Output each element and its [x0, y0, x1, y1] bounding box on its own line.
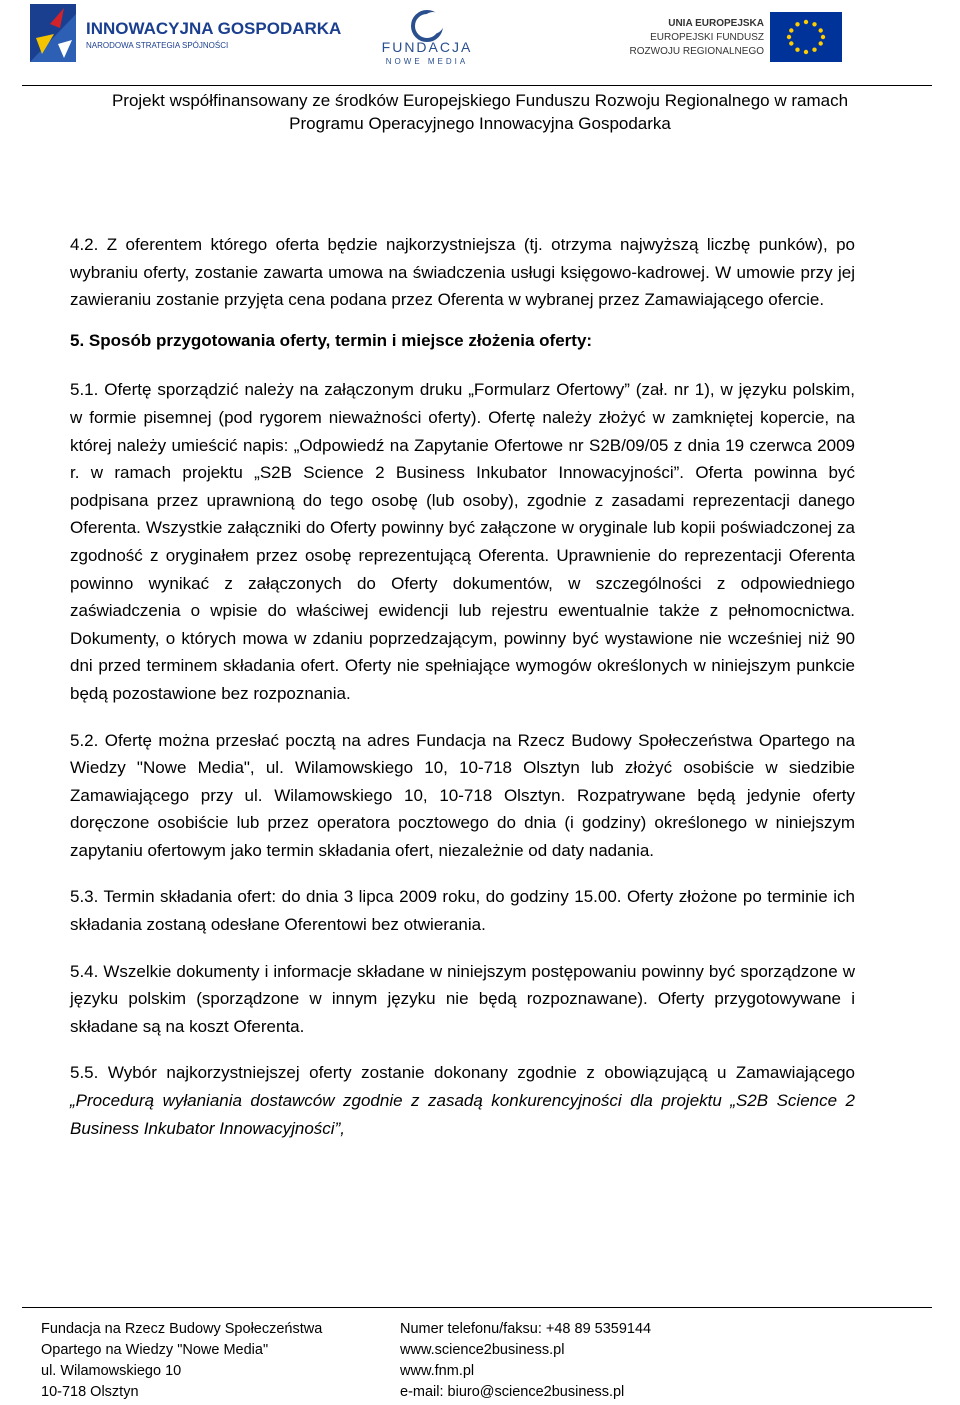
- paragraph-5-2: 5.2. Ofertę można przesłać pocztą na adres Fundacja na Rzecz Budowy Społeczeństwa Opartego na Wiedzy "Nowe Media", ul. Wilamowskiego 10, 10-718 Olsztyn lub złożyć osobiście w siedzibie Zamawiającego przy ul. Wilamowskiego 10, 10-718 Olsztyn. Rozpatrywane będą jedynie oferty doręczone osobiście lub przez operatora pocztowego do dnia (i godziny) określonego w niniejszym zapytaniu ofertowym jako termin składania ofert, niezależnie od daty nadania.: [70, 730, 855, 860]
- document-body: [70, 231, 855, 1142]
- fnm-logo-title: FUNDACJA: [381, 39, 473, 55]
- footer-address-line: 10-718 Olsztyn: [41, 1384, 139, 1400]
- section-5-heading: 5. Sposób przygotowania oferty, termin i miejsce złożenia oferty:: [70, 330, 593, 350]
- footer-address: [41, 1319, 322, 1403]
- fnm-logo-subtitle: NOWE MEDIA: [385, 57, 469, 66]
- paragraph-5-5-text: 5.5. Wybór najkorzystniejszej oferty zostanie dokonany zgodnie z obowiązującą u Zamawiającego: [70, 1063, 855, 1083]
- paragraph-5-5-procedure-title: „Procedurą wyłaniania dostawców zgodnie z zasadą konkurencyjności dla projektu „S2B Science 2 Business Inkubator Innowacyjności”,: [70, 1091, 855, 1138]
- ig-logo-subtitle: NARODOWA STRATEGIA SPÓJNOŚCI: [86, 41, 229, 50]
- header-divider: [22, 85, 932, 86]
- footer-email[interactable]: e-mail: biuro@science2business.pl: [400, 1384, 625, 1400]
- footer-address-line: ul. Wilamowskiego 10: [41, 1363, 182, 1379]
- footer-divider: [22, 1307, 932, 1308]
- innowacyjna-gospodarka-logo: [30, 4, 342, 64]
- header-logos: [0, 0, 960, 86]
- footer-address-line: Opartego na Wiedzy "Nowe Media": [41, 1342, 269, 1358]
- paragraph-5-5: [70, 1059, 855, 1142]
- paragraph-4-2: 4.2. Z oferentem którego oferta będzie najkorzystniejsza (tj. otrzyma najwyższą liczbę punków), po wybraniu oferty, zostanie zawarta umowa na świadczenia usługi księgowo-kadrowej. W umowie przy jej zawieraniu zostanie przyjęta cena podana przez Oferenta w wybranej przez Zamawiającego ofercie.: [70, 235, 855, 310]
- ue-logo-line3: ROZWOJU REGIONALNEGO: [629, 46, 764, 57]
- paragraph-5-1: 5.1. Ofertę sporządzić należy na załączonym druku „Formularz Ofertowy” (zał. nr 1), w języku polskim, w formie pisemnej (pod rygorem nieważności oferty). Ofertę należy złożyć w zamkniętej kopercie, na której należy umieścić napis: „Odpowiedź na Zapytanie Ofertowe nr S2B/09/05 z dnia 19 czerwca 2009 r. w ramach projektu „S2B Science 2 Business Inkubator Innowacyjności”. Oferta powinna być podpisana przez uprawnioną do tego osobę (lub osoby), zgodnie z zasadami reprezentacji danego Oferenta. Wszystkie załączniki do Oferty powinny być załączone w oryginale lub kopii poświadczonej za zgodność z oryginałem przez osobę reprezentującą Oferenta. Uprawnienie do reprezentacji Oferenta powinno wynikać z załączonych do Oferty dokumentów, w szczególności z odpowiedniego zaświadczenia o wpisie do właściwej ewidencji lub rejestru ewentualnie także z pełnomocnictwa. Dokumenty, o których mowa w zdaniu poprzedzającym, powinny być wystawione nie wcześniej niż 90 dni przed terminem składania ofert. Oferty nie spełniające wymogów określonych w niniejszym punkcie będą pozostawione bez rozpoznania.: [70, 380, 855, 703]
- paragraph-5-3: 5.3. Termin składania ofert: do dnia 3 lipca 2009 roku, do godziny 15.00. Oferty złożone po terminie ich składania zostaną odesłane Oferentowi bez otwierania.: [70, 887, 855, 935]
- header-line-2: Programu Operacyjnego Innowacyjna Gospodarka: [289, 114, 671, 133]
- eu-flag-logo: [629, 10, 846, 64]
- ue-logo-line2: EUROPEJSKI FUNDUSZ: [650, 32, 764, 43]
- paragraph-5-4: 5.4. Wszelkie dokumenty i informacje składane w niniejszym postępowaniu powinny być sporządzone w języku polskim (sporządzone w innym języku nie będą rozpoznawane). Oferty przygotowywane i składane są na koszt Oferenta.: [70, 961, 855, 1036]
- footer-website-fnm[interactable]: www.fnm.pl: [400, 1363, 475, 1379]
- ig-logo-title: INNOWACYJNA GOSPODARKA: [86, 19, 342, 38]
- ue-logo-line1: UNIA EUROPEJSKA: [668, 18, 764, 29]
- footer-contact: [400, 1319, 651, 1403]
- header-line-1: Projekt współfinansowany ze środków Europejskiego Funduszu Rozwoju Regionalnego w ramach: [111, 91, 849, 110]
- footer-address-line: Fundacja na Rzecz Budowy Społeczeństwa: [41, 1321, 323, 1337]
- footer-website-s2b[interactable]: www.science2business.pl: [400, 1342, 565, 1358]
- project-cofinancing-note: [0, 89, 960, 135]
- fundacja-nowe-media-logo: [372, 8, 482, 68]
- footer-phone: Numer telefonu/faksu: +48 89 5359144: [400, 1321, 652, 1337]
